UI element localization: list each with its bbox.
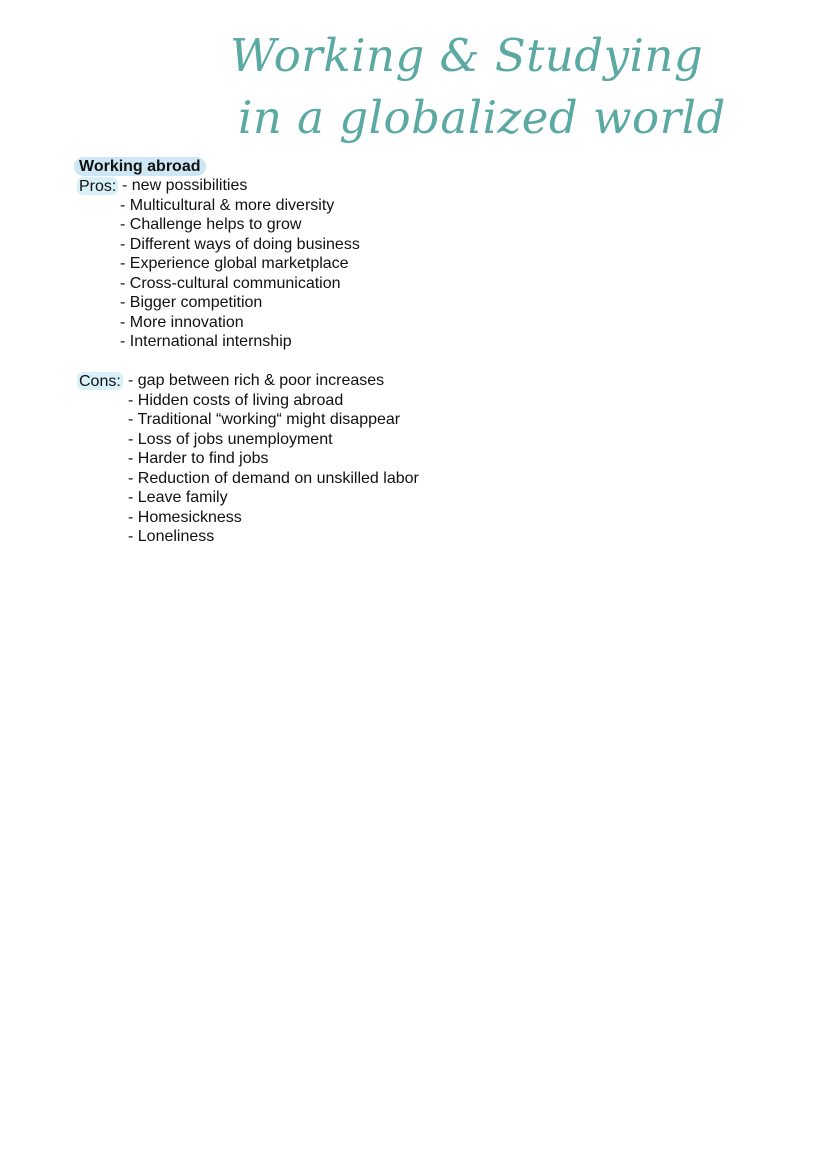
list-item: - More innovation [120, 313, 244, 331]
title-line-1: Working & Studying [230, 29, 704, 82]
pros-label: Pros: [79, 178, 117, 195]
list-item: - Homesickness [128, 508, 242, 526]
list-item: - Challenge helps to grow [120, 216, 302, 233]
list-item: - Bigger competition [120, 294, 263, 311]
list-item: - Different ways of doing business [120, 235, 360, 253]
list-item: - Loneliness [128, 528, 215, 545]
pros-list [120, 196, 360, 352]
page-title [230, 25, 726, 149]
list-item: - Hidden costs of living abroad [128, 391, 344, 409]
cons-label: Cons: [79, 373, 121, 390]
cons-list [128, 391, 419, 547]
title-line-2: in a globalized world [238, 91, 726, 144]
list-item: - Harder to find jobs [128, 450, 269, 467]
pros-first-item: - new possibilities [122, 177, 248, 194]
list-item: - Loss of jobs unemployment [128, 430, 333, 448]
section-heading-working-abroad: Working abroad [74, 157, 206, 176]
list-item: - Cross-cultural communication [120, 274, 341, 292]
cons-first-item: - gap between rich & poor increases [128, 372, 385, 389]
list-item: - Leave family [128, 489, 228, 506]
list-item: - Traditional “working“ might disappear [128, 411, 401, 428]
list-item: - Multicultural & more diversity [120, 196, 335, 214]
list-item: - Experience global marketplace [120, 255, 349, 272]
list-item: - Reduction of demand on unskilled labor [128, 469, 419, 487]
list-item: - International internship [120, 333, 292, 350]
